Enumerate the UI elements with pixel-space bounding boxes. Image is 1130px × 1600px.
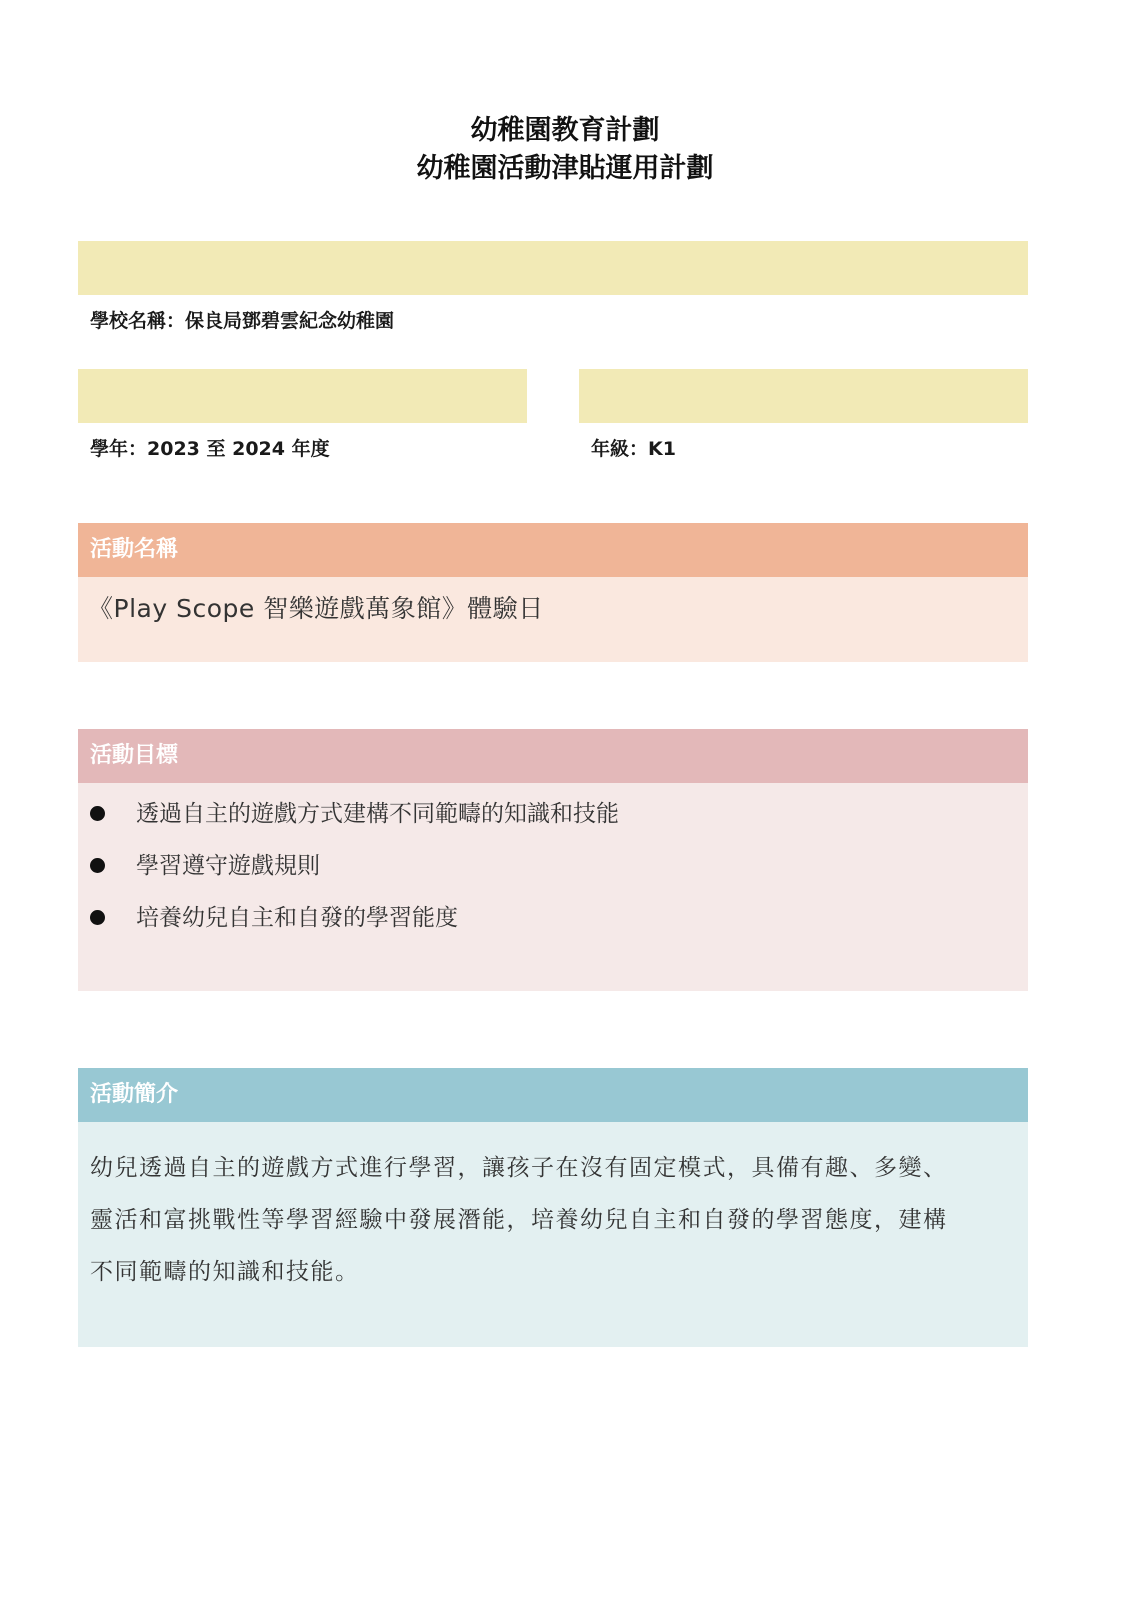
introduction-box — [78, 1122, 1028, 1347]
grade-field[interactable] — [579, 369, 1028, 423]
introduction-line: 靈活和富挑戰性等學習經驗中發展潛能，培養幼兒自主和自發的學習態度，建構 — [90, 1207, 948, 1233]
objectives-heading: 活動目標 — [78, 729, 1028, 783]
objective-text: 透過自主的遊戲方式建構不同範疇的知識和技能 — [136, 801, 619, 827]
activity-name-box — [78, 577, 1028, 662]
bullet-dot-icon — [90, 910, 105, 925]
school-name-field[interactable] — [78, 241, 1028, 295]
introduction-line: 不同範疇的知識和技能。 — [90, 1259, 360, 1285]
activity-name-heading: 活動名稱 — [78, 523, 1028, 577]
page-title: 幼稚園教育計劃 — [470, 115, 660, 146]
school-name-label: 學校名稱：保良局鄧碧雲紀念幼稚園 — [90, 310, 395, 332]
objective-text: 學習遵守遊戲規則 — [136, 853, 320, 879]
introduction-heading: 活動簡介 — [78, 1068, 1028, 1122]
school-year-label: 學年：2023 至 2024 年度 — [90, 438, 330, 460]
page-subtitle: 幼稚園活動津貼運用計劃 — [416, 153, 714, 184]
bullet-dot-icon — [90, 806, 105, 821]
activity-name-value: 《Play Scope 智樂遊戲萬象館》體驗日 — [88, 594, 544, 623]
school-year-field[interactable] — [78, 369, 527, 423]
grade-label: 年級：K1 — [591, 438, 676, 460]
objective-text: 培養幼兒自主和自發的學習能度 — [136, 905, 458, 931]
objectives-box — [78, 783, 1028, 991]
bullet-dot-icon — [90, 858, 105, 873]
introduction-line: 幼兒透過自主的遊戲方式進行學習，讓孩子在沒有固定模式，具備有趣、多變、 — [90, 1155, 948, 1181]
